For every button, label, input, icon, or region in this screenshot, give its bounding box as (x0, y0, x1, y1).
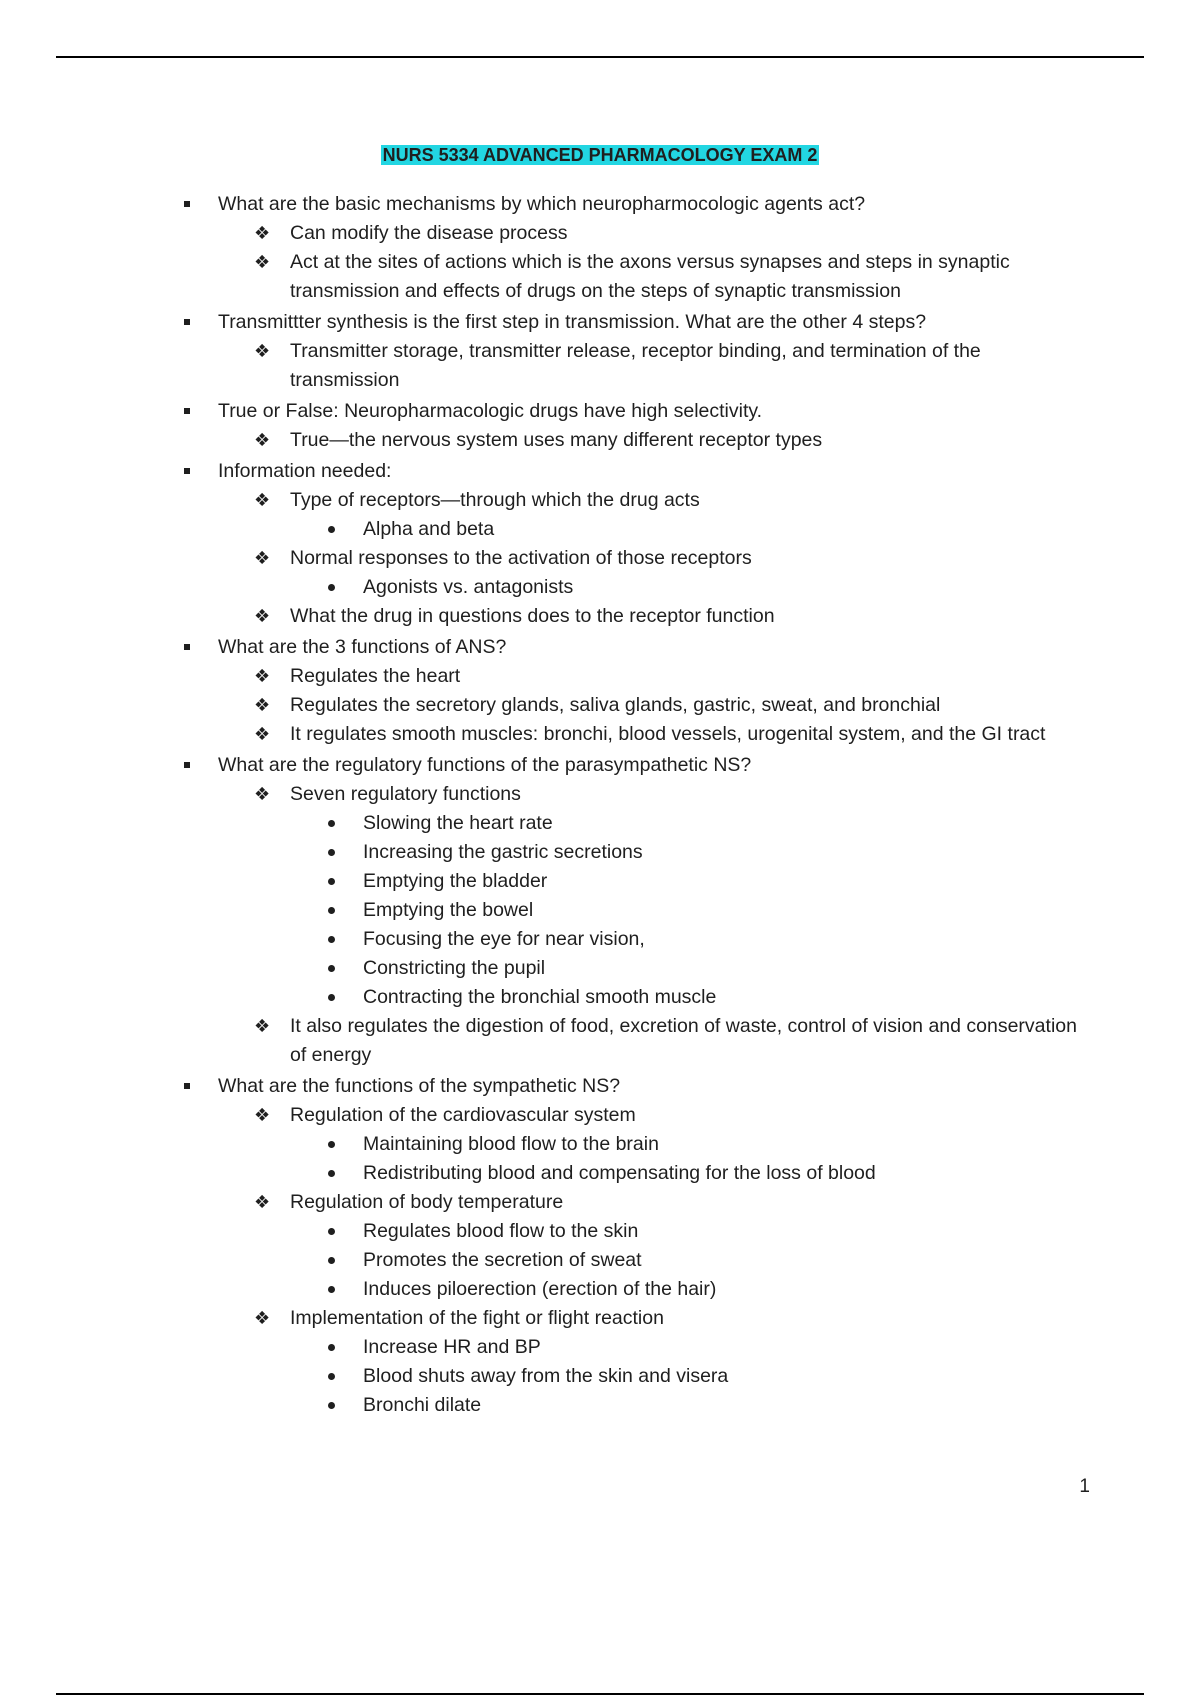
item-text: Emptying the bowel (363, 899, 534, 921)
diamond-bullet-icon: ❖ (254, 490, 271, 510)
detail-item (0, 809, 1200, 838)
footer-rule (56, 1693, 1144, 1695)
item-text: What are the basic mechanisms by which neuropharmocologic agents act? (218, 193, 866, 215)
answer-item (0, 426, 1090, 455)
item-text: Alpha and beta (363, 518, 495, 540)
diamond-bullet-icon: ❖ (254, 784, 271, 804)
round-bullet-icon (328, 936, 335, 943)
item-text: Contracting the bronchial smooth muscle (363, 986, 717, 1008)
answer-item (0, 486, 1090, 515)
round-bullet-icon (328, 907, 335, 914)
detail-item (0, 954, 1200, 983)
item-text: Emptying the bladder (363, 870, 548, 892)
item-text: What are the 3 functions of ANS? (218, 636, 507, 658)
item-text: Blood shuts away from the skin and visera (363, 1365, 729, 1387)
item-text: Focusing the eye for near vision, (363, 928, 645, 950)
question-item (0, 457, 1200, 486)
item-text: Regulates blood flow to the skin (363, 1220, 639, 1242)
item-text: Increasing the gastric secretions (363, 841, 643, 863)
item-text: Can modify the disease process (290, 222, 568, 244)
round-bullet-icon (328, 1286, 335, 1293)
item-text: Slowing the heart rate (363, 812, 553, 834)
answer-item (0, 662, 1090, 691)
item-text: Seven regulatory functions (290, 783, 521, 805)
round-bullet-icon (328, 994, 335, 1001)
item-text: Regulates the secretory glands, saliva glands, gastric, sweat, and bronchial (290, 694, 941, 716)
question-item (0, 1072, 1200, 1101)
detail-item (0, 1362, 1200, 1391)
item-text: Regulation of the cardiovascular system (290, 1104, 636, 1126)
round-bullet-icon (328, 1402, 335, 1409)
answer-item (0, 544, 1090, 573)
item-text: Regulation of body temperature (290, 1191, 564, 1213)
question-item (0, 308, 1200, 337)
item-text: Constricting the pupil (363, 957, 546, 979)
detail-item (0, 867, 1200, 896)
item-text: Type of receptors—through which the drug acts (290, 489, 700, 511)
round-bullet-icon (328, 1141, 335, 1148)
item-text: Redistributing blood and compensating for the loss of blood (363, 1162, 876, 1184)
diamond-bullet-icon: ❖ (254, 1016, 271, 1036)
question-item (0, 751, 1200, 780)
round-bullet-icon (328, 1373, 335, 1380)
square-bullet-icon (184, 201, 190, 207)
answer-item (0, 1188, 1090, 1217)
square-bullet-icon (184, 762, 190, 768)
detail-item (0, 1391, 1200, 1420)
detail-item (0, 925, 1200, 954)
question-item (0, 190, 1200, 219)
square-bullet-icon (184, 319, 190, 325)
diamond-bullet-icon: ❖ (254, 666, 271, 686)
square-bullet-icon (184, 644, 190, 650)
detail-item (0, 838, 1200, 867)
item-text: Induces piloerection (erection of the hair) (363, 1278, 717, 1300)
detail-item (0, 1246, 1200, 1275)
diamond-bullet-icon: ❖ (254, 548, 271, 568)
diamond-bullet-icon: ❖ (254, 1192, 271, 1212)
item-text: True—the nervous system uses many different receptor types (290, 429, 823, 451)
item-text: Agonists vs. antagonists (363, 576, 574, 598)
answer-item (0, 248, 1090, 306)
answer-item (0, 1101, 1090, 1130)
diamond-bullet-icon: ❖ (254, 341, 271, 361)
answer-item (0, 691, 1090, 720)
item-text: What are the regulatory functions of the parasympathetic NS? (218, 754, 752, 776)
item-text: It regulates smooth muscles: bronchi, blood vessels, urogenital system, and the GI tract (290, 723, 1046, 745)
item-text: Transmittter synthesis is the first step in transmission. What are the other 4 steps? (218, 311, 927, 333)
question-item (0, 633, 1200, 662)
page-number: 1 (1079, 1476, 1090, 1497)
diamond-bullet-icon: ❖ (254, 223, 271, 243)
round-bullet-icon (328, 1257, 335, 1264)
square-bullet-icon (184, 468, 190, 474)
answer-item (0, 780, 1090, 809)
item-text: It also regulates the digestion of food, excretion of waste, control of vision and conservation of energy (290, 1015, 1077, 1066)
diamond-bullet-icon: ❖ (254, 724, 271, 744)
item-text: Normal responses to the activation of those receptors (290, 547, 752, 569)
detail-item (0, 1217, 1200, 1246)
answer-item (0, 219, 1090, 248)
detail-item (0, 896, 1200, 925)
item-text: Bronchi dilate (363, 1394, 482, 1416)
round-bullet-icon (328, 965, 335, 972)
header-rule (56, 56, 1144, 58)
page-title (0, 143, 1200, 167)
detail-item (0, 983, 1200, 1012)
diamond-bullet-icon: ❖ (254, 430, 271, 450)
page-title-text: NURS 5334 ADVANCED PHARMACOLOGY EXAM 2 (382, 145, 818, 165)
detail-item (0, 573, 1200, 602)
answer-item (0, 602, 1090, 631)
diamond-bullet-icon: ❖ (254, 695, 271, 715)
outline-list (0, 190, 1200, 1420)
detail-item (0, 1333, 1200, 1362)
square-bullet-icon (184, 1083, 190, 1089)
round-bullet-icon (328, 526, 335, 533)
diamond-bullet-icon: ❖ (254, 1105, 271, 1125)
item-text: Act at the sites of actions which is the axons versus synapses and steps in synaptic transmission and effects of drugs on the steps of synaptic transmission (290, 251, 1010, 302)
item-text: Increase HR and BP (363, 1336, 541, 1358)
answer-item (0, 1304, 1090, 1333)
item-text: Information needed: (218, 460, 392, 482)
item-text: True or False: Neuropharmacologic drugs have high selectivity. (218, 400, 763, 422)
item-text: Promotes the secretion of sweat (363, 1249, 642, 1271)
round-bullet-icon (328, 820, 335, 827)
round-bullet-icon (328, 1344, 335, 1351)
square-bullet-icon (184, 408, 190, 414)
round-bullet-icon (328, 849, 335, 856)
round-bullet-icon (328, 1170, 335, 1177)
answer-item (0, 1012, 1090, 1070)
question-item (0, 397, 1200, 426)
item-text: What the drug in questions does to the receptor function (290, 605, 775, 627)
round-bullet-icon (328, 1228, 335, 1235)
item-text: Transmitter storage, transmitter release, receptor binding, and termination of the transmission (290, 340, 981, 391)
answer-item (0, 720, 1090, 749)
diamond-bullet-icon: ❖ (254, 252, 271, 272)
round-bullet-icon (328, 584, 335, 591)
round-bullet-icon (328, 878, 335, 885)
detail-item (0, 1275, 1200, 1304)
detail-item (0, 1130, 1200, 1159)
item-text: What are the functions of the sympathetic NS? (218, 1075, 621, 1097)
item-text: Implementation of the fight or flight reaction (290, 1307, 664, 1329)
detail-item (0, 1159, 1200, 1188)
diamond-bullet-icon: ❖ (254, 1308, 271, 1328)
answer-item (0, 337, 1090, 395)
diamond-bullet-icon: ❖ (254, 606, 271, 626)
item-text: Regulates the heart (290, 665, 461, 687)
item-text: Maintaining blood flow to the brain (363, 1133, 659, 1155)
detail-item (0, 515, 1200, 544)
